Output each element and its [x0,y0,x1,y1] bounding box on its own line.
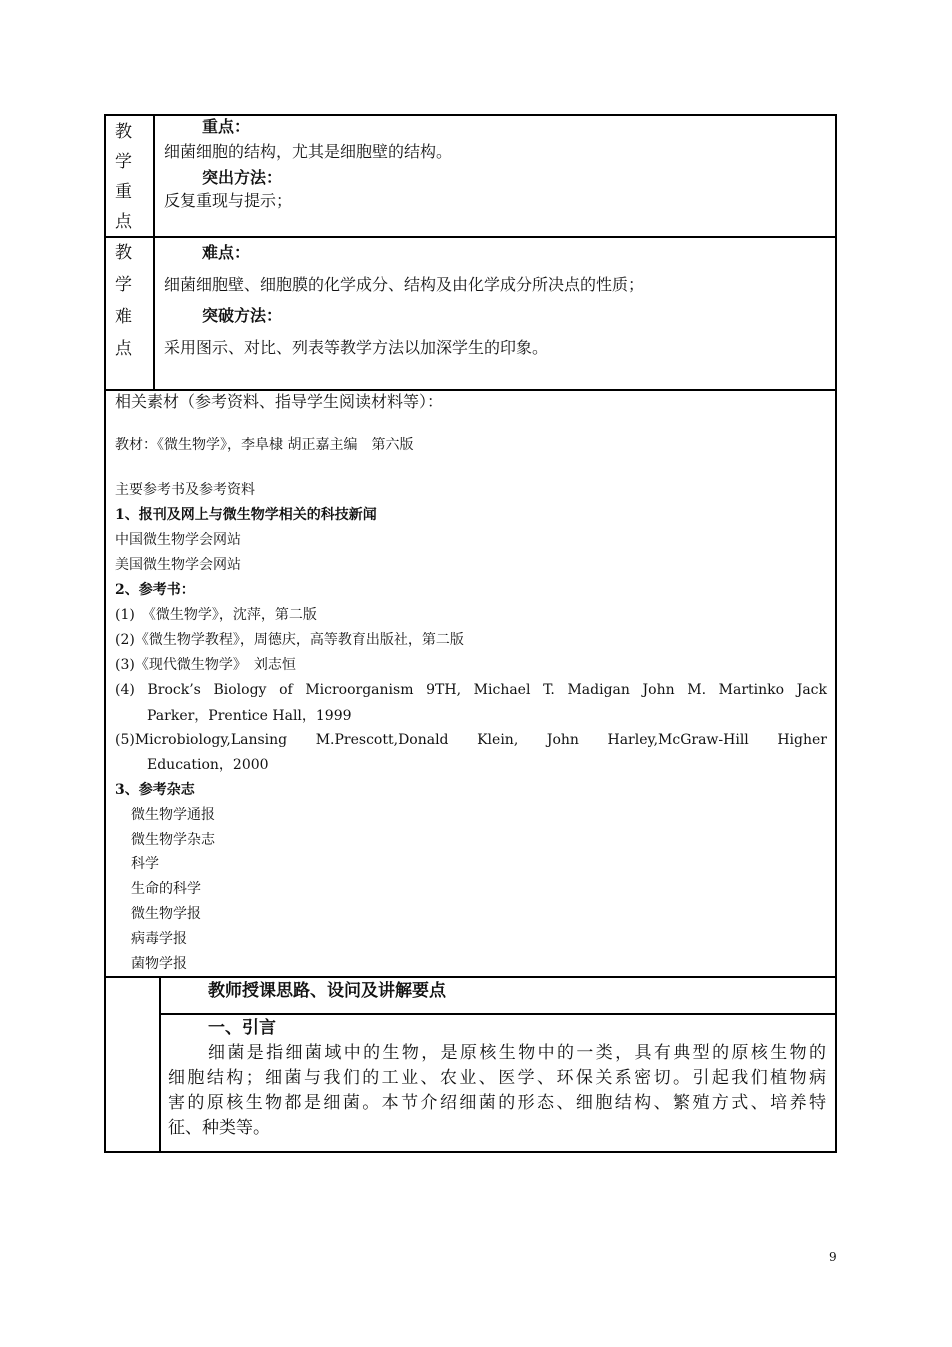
journal-item: 微生物学报 [131,906,201,922]
intro-line: 细菌是指细菌域中的生物，是原核生物中的一类，具有典型的原核生物的 [208,1043,826,1063]
book-item-4-line2: Parker，Prentice Hall，1999 [147,708,352,724]
focus-heading: 重点： [202,117,251,136]
col-divider-top [153,114,155,390]
journal-item: 科学 [131,856,159,872]
textbook-line: 教材：《微生物学》，李阜棣 胡正嘉主编 第六版 [115,437,414,453]
label-char: 点 [115,339,132,359]
label-char: 学 [115,152,132,172]
row-divider-1 [104,236,837,238]
references-title: 主要参考书及参考资料 [115,482,255,498]
breakthrough-method-text: 采用图示、对比、列表等教学方法以加深学生的印象。 [164,338,549,357]
teaching-heading: 教师授课思路、设问及讲解要点 [208,981,446,1001]
focus-text: 细菌细胞的结构，尤其是细胞壁的结构。 [164,142,453,161]
book-item-5-line1: (5)Microbiology,Lansing M.Prescott,Donald Klein, John Harley,McGraw-Hill Higher [115,732,827,748]
label-char: 重 [115,182,132,202]
intro-line: 细胞结构；细菌与我们的工业、农业、医学、环保关系密切。引起我们植物病 [168,1068,826,1088]
news-title: 1、报刊及网上与微生物学相关的科技新闻 [115,507,377,523]
book-item: (2)《微生物学教程》，周德庆，高等教育出版社，第二版 [115,632,464,648]
book-item-5-line2: Education，2000 [147,757,269,773]
journal-item: 生命的科学 [131,881,201,897]
book-item: (3)《现代微生物学》 刘志恒 [115,657,296,673]
highlight-method-text: 反复重现与提示； [164,191,293,210]
journal-item: 微生物学杂志 [131,832,215,848]
row-divider-3 [104,976,837,978]
difficulty-text: 细菌细胞壁、细胞膜的化学成分、结构及由化学成分所决点的性质； [164,275,645,294]
book-item: (1) 《微生物学》，沈萍，第二版 [115,607,317,623]
label-char: 学 [115,275,132,295]
journal-item: 微生物学通报 [131,807,215,823]
label-char: 点 [115,212,132,232]
row-divider-4 [160,1013,837,1015]
news-item: 中国微生物学会网站 [115,532,241,548]
journals-title: 3、参考杂志 [115,782,195,798]
intro-line: 害的原核生物都是细菌。本节介绍细菌的形态、细胞结构、繁殖方式、培养特 [168,1093,826,1113]
intro-line: 征、种类等。 [168,1118,270,1138]
label-char: 教 [115,122,132,142]
page-number: 9 [829,1250,837,1264]
journal-item: 菌物学报 [131,956,187,972]
materials-heading: 相关素材（参考资料、指导学生阅读材料等）： [115,392,444,411]
label-char: 教 [115,243,132,263]
row-divider-2 [104,389,837,391]
highlight-method-heading: 突出方法： [202,168,283,187]
difficulty-heading: 难点： [202,243,251,262]
journal-item: 病毒学报 [131,931,187,947]
books-title: 2、参考书： [115,582,195,598]
intro-title: 一、引言 [208,1018,276,1038]
label-char: 难 [115,307,132,327]
breakthrough-method-heading: 突破方法： [202,306,283,325]
book-item-4-line1: (4) Brock’s Biology of Microorganism 9TH, Michael T. Madigan John M. Martinko Jack [115,682,827,698]
news-item: 美国微生物学会网站 [115,557,241,573]
col-divider-bottom [159,976,161,1153]
